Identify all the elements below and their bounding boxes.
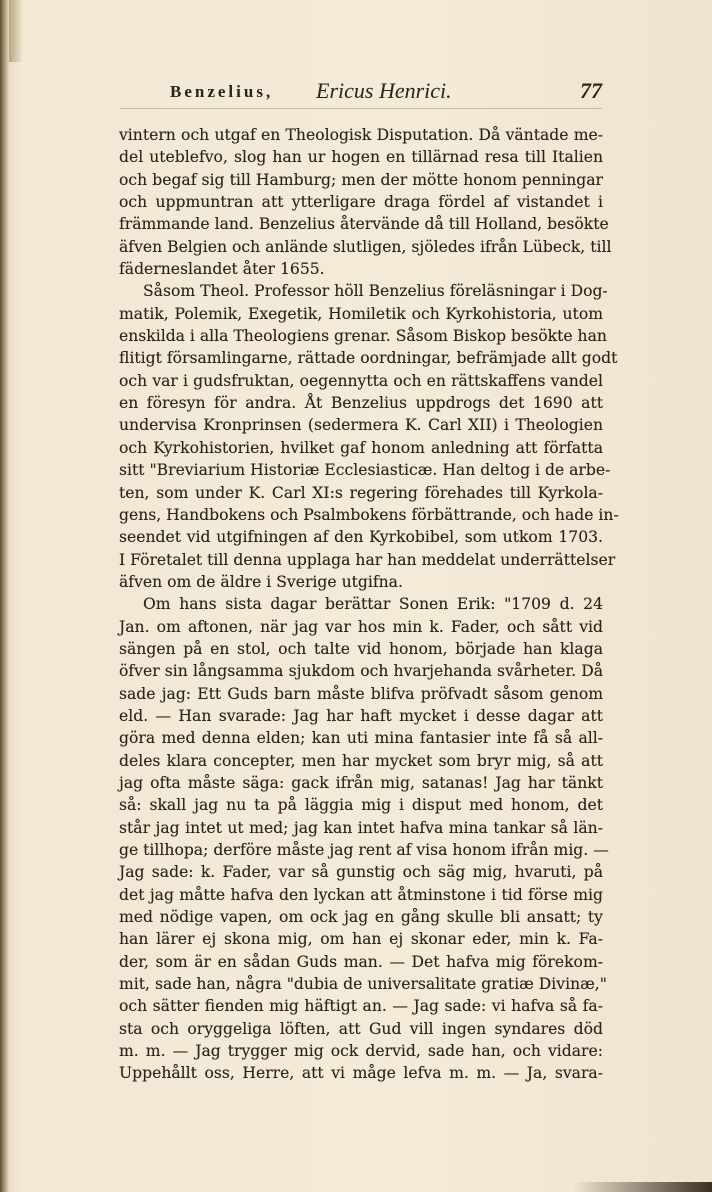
text-line: främmande land. Benzelius återvände då till Holland, besökte — [119, 215, 609, 234]
text-line: Jan. om aftonen, när jag var hos min k. Fader, och sått vid — [119, 617, 603, 636]
text-line: och Kyrkohistorien, hvilket gaf honom anledning att författa — [119, 438, 603, 457]
text-line: öfver sin långsamma sjukdom och hvarjehanda svårheter. Då — [119, 662, 603, 681]
running-head — [120, 78, 602, 110]
text-line: mit, sade han, några "dubia de universalitate gratiæ Divinæ," — [119, 975, 607, 994]
text-line: göra med denna elden; kan uti mina fantasier inte få så all- — [119, 729, 603, 748]
text-line: matik, Polemik, Exegetik, Homiletik och Kyrkohistoria, utom — [119, 304, 603, 323]
text-line: äfven Belgien och anlände slutligen, sjöledes ifrån Lübeck, till — [119, 237, 612, 256]
running-head-name: Ericus Henrici. — [316, 78, 452, 103]
text-line: sade jag: Ett Guds barn måste blifva pröfvadt såsom genom — [119, 684, 603, 703]
paragraph-start-line: Såsom Theol. Professor höll Benzelius föreläsningar i Dog- — [143, 282, 608, 301]
book-binding-edge — [0, 0, 9, 1192]
body-text — [119, 124, 619, 1085]
text-line: och begaf sig till Hamburg; men der mötte honom penningar — [119, 170, 603, 189]
running-head-author: Benzelius, — [170, 82, 274, 101]
text-line: gens, Handbokens och Psalmbokens förbättrande, och hade in- — [119, 505, 619, 524]
text-line: står jag intet ut med; jag kan intet hafva mina tankar så län- — [119, 818, 603, 837]
text-line: och uppmuntran att ytterligare draga fördel af vistandet i — [119, 193, 603, 212]
text-line: enskilda i alla Theologiens grenar. Såsom Biskop besökte han — [119, 327, 607, 346]
text-line: äfven om de äldre i Sverige utgifna. — [119, 572, 403, 591]
text-line: Jag sade: k. Fader, var så gunstig och säg mig, hvaruti, på — [119, 863, 603, 882]
text-line: han lärer ej skona mig, om han ej skonar eder, min k. Fa- — [119, 930, 603, 949]
text-line: I Företalet till denna upplaga har han meddelat underrättelser — [119, 550, 616, 569]
text-line: och sätter fienden mig häftigt an. — Jag sade: vi hafva så fa- — [119, 997, 603, 1016]
text-line: deles klara concepter, men har mycket som bryr mig, så att — [119, 751, 603, 770]
page-number: 77 — [580, 78, 602, 103]
text-line: eld. — Han svarade: Jag har haft mycket i desse dagar att — [119, 706, 603, 725]
text-line: vintern och utgaf en Theologisk Disputation. Då väntade me- — [119, 126, 603, 144]
text-line: jag ofta måste säga: gack ifrån mig, satanas! Jag har tänkt — [119, 773, 603, 792]
running-head-rule — [120, 108, 602, 109]
text-line: så: skall jag nu ta på läggia mig i disput med honom, det — [119, 796, 603, 815]
text-line: der, som är en sådan Guds man. — Det hafva mig förekom- — [119, 952, 603, 971]
text-line: en föresyn för andra. Åt Benzelius uppdrogs det 1690 att — [119, 394, 603, 413]
text-line: sängen på en stol, och talte vid honom, började han klaga — [119, 639, 603, 658]
text-line: seendet vid utgifningen af den Kyrkobibel, som utkom 1703. — [119, 528, 603, 547]
text-line: del uteblefvo, slog han ur hogen en tillärnad resa till Italien — [119, 148, 603, 167]
text-line: det jag måtte hafva den lyckan att åtminstone i tid förse mig — [119, 885, 603, 904]
text-line: sitt "Breviarium Historiæ Ecclesiasticæ. Han deltog i de arbe- — [119, 461, 611, 480]
binding-shadow — [9, 0, 23, 62]
paragraph-start-line: Om hans sista dagar berättar Sonen Erik: "1709 d. 24 — [143, 595, 603, 614]
text-line: undervisa Kronprinsen (sedermera K. Carl XII) i Theologien — [119, 416, 603, 435]
text-line: ten, som under K. Carl XI:s regering förehades till Kyrkola- — [119, 483, 603, 502]
text-line: fäderneslandet åter 1655. — [119, 260, 325, 279]
text-line: ge tillhopa; derföre måste jag rent af visa honom ifrån mig. — — [119, 841, 609, 859]
text-line: Uppehållt oss, Herre, att vi måge lefva m. m. — Ja, svara- — [119, 1064, 603, 1083]
page-corner-shadow — [572, 1182, 712, 1192]
text-line: m. m. — Jag trygger mig ock dervid, sade han, och vidare: — [119, 1042, 603, 1061]
text-line: sta och oryggeliga löften, att Gud vill ingen syndares död — [119, 1019, 603, 1038]
text-line: och var i gudsfruktan, oegennytta och en rättskaffens vandel — [119, 371, 603, 390]
text-line: flitigt församlingarne, rättade oordningar, befrämjade allt godt — [119, 349, 618, 368]
text-line: med nödige vapen, om ock jag en gång skulle bli ansatt; ty — [119, 908, 603, 927]
